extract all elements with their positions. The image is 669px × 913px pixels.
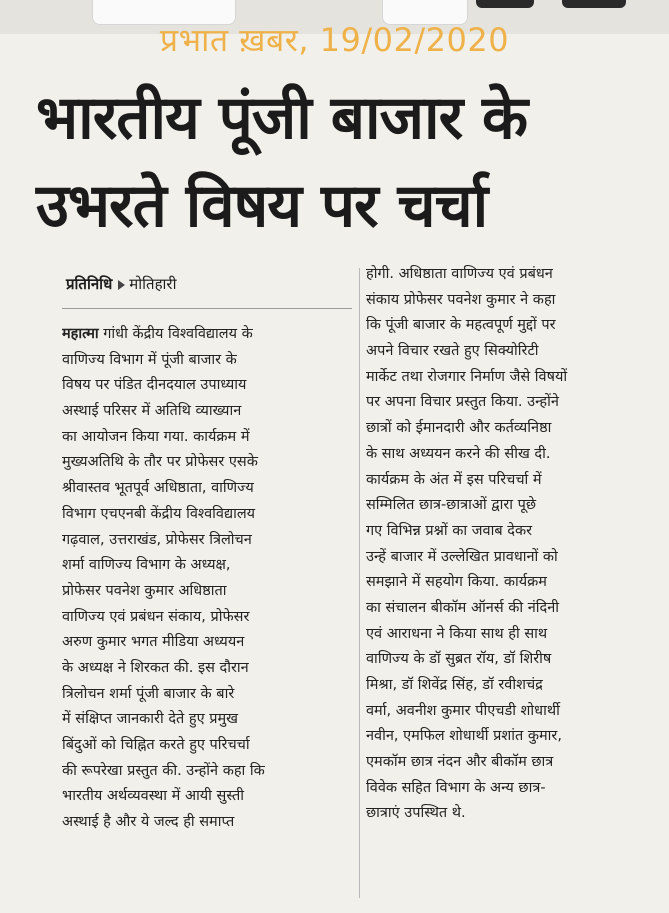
article-line: गढ़वाल, उत्तराखंड, प्रोफेसर त्रिलोचन xyxy=(62,531,252,548)
article-line: प्रोफेसर पवनेश कुमार अधिष्ठाता xyxy=(62,582,227,599)
article-line: पर अपना विचार प्रस्तुत किया. उन्होंने xyxy=(366,394,559,411)
article-line: मुख्यअतिथि के तौर पर प्रोफेसर एसके xyxy=(62,454,258,471)
byline xyxy=(66,272,176,296)
headline-line-2: उभरते विषय पर चर्चा xyxy=(36,171,488,241)
article-column-1 xyxy=(62,322,352,836)
article-line: एवं आराधना ने किया साथ ही साथ xyxy=(366,625,548,642)
article-lead-word: महात्मा xyxy=(62,326,99,342)
article-column-2 xyxy=(366,262,648,827)
article-line: विभाग एचएनबी केंद्रीय विश्वविद्यालय xyxy=(62,505,256,522)
article-line: छात्रों को ईमानदारी और कर्तव्यनिष्ठा xyxy=(366,420,552,437)
article-line: श्रीवास्तव भूतपूर्व अधिष्ठाता, वाणिज्य xyxy=(62,480,254,497)
newspaper-masthead: प्रभात ख़बर, 19/02/2020 xyxy=(159,21,510,59)
article-line: एमकॉम छात्र नंदन और बीकॉम छात्र xyxy=(366,754,554,771)
column-divider xyxy=(359,268,360,898)
article-line: बिंदुओं को चिह्नित करते हुए परिचर्चा xyxy=(62,737,250,753)
top-dark-tab xyxy=(562,0,626,8)
article-line: अस्थाई है और ये जल्द ही समाप्त xyxy=(62,814,235,831)
article-line-text: गांधी केंद्रीय विश्वविद्यालय के xyxy=(98,326,253,342)
article-line: शर्मा वाणिज्य विभाग के अध्यक्ष, xyxy=(62,557,231,574)
article-line: की रूपरेखा प्रस्तुत की. उन्होंने कहा कि xyxy=(62,762,265,779)
article-line: कि पूंजी बाजार के महत्वपूर्ण मुद्दों पर xyxy=(366,317,556,334)
byline-author: प्रतिनिधि xyxy=(66,275,113,293)
article-line: मार्केट तथा रोजगार निर्माण जैसे विषयों xyxy=(366,368,568,385)
article-line: छात्राएं उपस्थित थे. xyxy=(366,805,466,822)
article-line: वर्मा, अवनीश कुमार पीएचडी शोधार्थी xyxy=(366,702,560,719)
article-line: समझाने में सहयोग किया. कार्यक्रम xyxy=(366,574,547,591)
article-line: नवीन, एमफिल शोधार्थी प्रशांत कुमार, xyxy=(366,728,562,745)
headline-line-1: भारतीय पूंजी बाजार के xyxy=(36,83,528,153)
article-line: संकाय प्रोफेसर पवनेश कुमार ने कहा xyxy=(366,291,556,308)
article-line: अस्थाई परिसर में अतिथि व्याख्यान xyxy=(62,403,242,420)
play-arrow-icon xyxy=(118,280,125,290)
article-line: का आयोजन किया गया. कार्यक्रम में xyxy=(62,428,250,445)
article-line: में संक्षिप्त जानकारी देते हुए प्रमुख xyxy=(62,711,239,728)
article-line: गए विभिन्न प्रश्नों का जवाब देकर xyxy=(366,522,533,539)
byline-divider xyxy=(62,308,352,309)
article-line: वाणिज्य एवं प्रबंधन संकाय, प्रोफेसर xyxy=(62,608,250,625)
article-line: का संचालन बीकॉम ऑनर्स की नंदिनी xyxy=(366,599,560,616)
article-line: त्रिलोचन शर्मा पूंजी बाजार के बारे xyxy=(62,685,235,702)
article-line: के अध्यक्ष ने शिरकत की. इस दौरान xyxy=(62,659,249,676)
article-line: सम्मिलित छात्र-छात्राओं द्वारा पूछे xyxy=(366,497,537,514)
article-line: उन्हें बाजार में उल्लेखित प्रावधानों को xyxy=(366,548,558,565)
article-line: के साथ अध्ययन करने की सीख दी. xyxy=(366,445,551,462)
article-line: वाणिज्य विभाग में पूंजी बाजार के xyxy=(62,351,237,368)
article-line: होगी. अधिष्ठाता वाणिज्य एवं प्रबंधन xyxy=(366,266,553,282)
article-line: अपने विचार रखते हुए सिक्योरिटी xyxy=(366,343,539,360)
article-line: विषय पर पंडित दीनदयाल उपाध्याय xyxy=(62,377,247,394)
top-dark-tab xyxy=(476,0,534,8)
article-line: विवेक सहित विभाग के अन्य छात्र- xyxy=(366,779,546,796)
article-line xyxy=(62,322,352,348)
article-line: मिश्रा, डॉ शिवेंद्र सिंह, डॉ रवीशचंद्र xyxy=(366,677,543,693)
article-line: वाणिज्य के डॉ सुब्रत रॉय, डॉ शिरीष xyxy=(366,651,552,668)
article-line: भारतीय अर्थव्यवस्था में आयी सुस्ती xyxy=(62,788,245,805)
article-line: अरुण कुमार भगत मीडिया अध्ययन xyxy=(62,634,245,651)
byline-place: मोतिहारी xyxy=(129,275,177,293)
article-line: कार्यक्रम के अंत में इस परिचर्चा में xyxy=(366,471,542,488)
